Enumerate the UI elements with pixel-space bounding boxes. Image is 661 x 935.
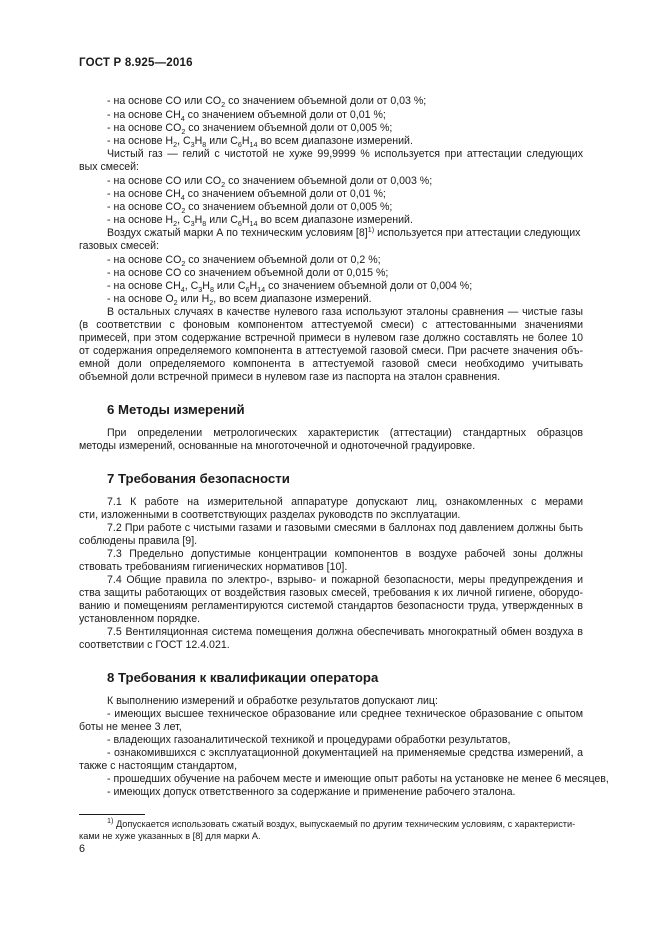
list-item: - на основе CO со значением объемной доли от 0,015 %; [107, 267, 389, 279]
paragraph-line: 7.2 При работе с чистыми газами и газовыми смесями в баллонах под давлением должны быть [107, 522, 583, 534]
paragraph-line: К выполнению измерений и обработке результатов допускают лиц: [107, 695, 438, 707]
list-item: - на основе $CO_2$ со значением объемной доли от 0,005 %; [107, 122, 393, 136]
paragraph-line: Чистый газ — гелий с чистотой не хуже 99,9999 % используется при аттестации следующих [107, 148, 583, 160]
list-item: - на основе $CH_4$ со значением объемной доли от 0,01 %; [107, 188, 386, 202]
section-8-heading: 8 Требования к квалификации оператора [107, 670, 379, 685]
list-item: - на основе $H_2$, $C_3H_8$ или $C_6H_{14}$ во всем диапазоне измерений. [107, 214, 413, 228]
list-item: - имеющих допуск ответственного за содержание и применение рабочего эталона. [107, 786, 516, 798]
document-header: ГОСТ Р 8.925—2016 [79, 57, 193, 69]
paragraph-line: При определении метрологических характеристик (аттестации) стандартных образцов [107, 427, 583, 439]
paragraph-line: емной доли определяемого компонента в аттестуемой газовой смеси необходимо учитывать [79, 358, 583, 370]
list-item: - на основе $O_2$ или $H_2$, во всем диапазоне измерений. [107, 293, 372, 307]
footnote: ками не хуже указанных в [8] для марки А. [79, 831, 261, 841]
paragraph-line: ствовать требованиям гигиенических нормативов [10]. [79, 561, 348, 573]
paragraph-line: газовых смесей: [79, 240, 160, 252]
list-item: - ознакомившихся с эксплуатационной документацией на применяемые средства измерений, а [107, 747, 583, 759]
paragraph-line: 7.5 Вентиляционная система помещения должна обеспечивать многократный обмен воздуха в [107, 626, 583, 638]
footnote-ref: 1) [367, 225, 375, 234]
page-number: 6 [79, 843, 86, 855]
list-item: - на основе CO или $CO_2$ со значением объемной доли от 0,03 %; [107, 95, 427, 109]
section-7-heading: 7 Требования безопасности [107, 471, 290, 486]
list-item: боты не менее 3 лет, [79, 721, 182, 733]
list-item: - на основе $CH_4$ со значением объемной доли от 0,01 %; [107, 109, 386, 123]
paragraph-line: от содержания определяемого компонента в аттестуемой газовой смеси. При расчете значения объ- [79, 345, 583, 357]
paragraph-line: примесей, при этом содержание встречной примеси в нулевом газе должно составлять не более 10 [79, 332, 583, 344]
paragraph-line: (в соответствии с фоновым компонентом аттестуемой смеси) с аттестованными значениями [79, 319, 583, 331]
list-item: - на основе $H_2$, $C_3H_8$ или $C_6H_{14}$ во всем диапазоне измерений. [107, 135, 413, 149]
footnote-divider [79, 814, 145, 815]
paragraph-line: ванию и помещениям регламентируются системой стандартов безопасности труда, утвержденных в [79, 600, 583, 612]
paragraph-line: В остальных случаях в качестве нулевого газа используют эталоны сравнения — чистые газы [107, 306, 583, 318]
list-item: - на основе CO или $CO_2$ со значением объемной доли от 0,003 %; [107, 175, 433, 189]
paragraph-line: 7.4 Общие правила по электро-, взрыво- и пожарной безопасности, меры предупреждения и [107, 574, 583, 586]
paragraph-line: соблюдены правила [9]. [79, 535, 198, 547]
paragraph-line: объемной доли встречной примеси в нулевом газе из паспорта на эталон сравнения. [79, 371, 501, 383]
paragraph-line: Воздух сжатый марки А по техническим условиям $[8]^{1)}$ используется при аттестации следующих [107, 225, 581, 239]
list-item: - имеющих высшее техническое образование или среднее техническое образование с опытом [107, 708, 583, 720]
paragraph-line: соответствии с ГОСТ 12.4.021. [79, 639, 230, 651]
list-item: - на основе $CH_4$, $C_3H_8$ или $C_6H_{14}$ со значением объемной доли от 0,004 %; [107, 280, 473, 294]
list-item: - прошедших обучение на рабочем месте и имеющие опыт работы на установке не менее 6 месяцев, [107, 773, 609, 785]
footnote: $^{1)}$ Допускается использовать сжатый воздух, выпускаемый по другим техническим условиям, с характеристи- [107, 816, 576, 829]
section-6-heading: 6 Методы измерений [107, 402, 245, 417]
paragraph-line: вых смесей: [79, 161, 140, 173]
list-item: - на основе $CO_2$ со значением объемной доли от 0,2 %; [107, 254, 381, 268]
paragraph-line: ства защиты работающих от воздействия газовых смесей, требования к их личной гигиене, оборудо- [79, 587, 583, 599]
paragraph-line: установленном порядке. [79, 613, 201, 625]
paragraph-line: методы измерений, основанные на многоточечной и одноточечной градуировке. [79, 440, 476, 452]
paragraph-line: 7.3 Предельно допустимые концентрации компонентов в воздухе рабочей зоны должны [107, 548, 583, 560]
paragraph-line: 7.1 К работе на измерительной аппаратуре допускают лиц, ознакомленных с мерами [107, 496, 583, 508]
list-item: - владеющих газоаналитической техникой и процедурами обработки результатов, [107, 734, 511, 746]
paragraph-line: сти, изложенными в соответствующих разделах руководств по эксплуатации. [79, 509, 461, 521]
list-item: также с настоящим стандартом, [79, 760, 238, 772]
list-item: - на основе $CO_2$ со значением объемной доли от 0,005 %; [107, 201, 393, 215]
